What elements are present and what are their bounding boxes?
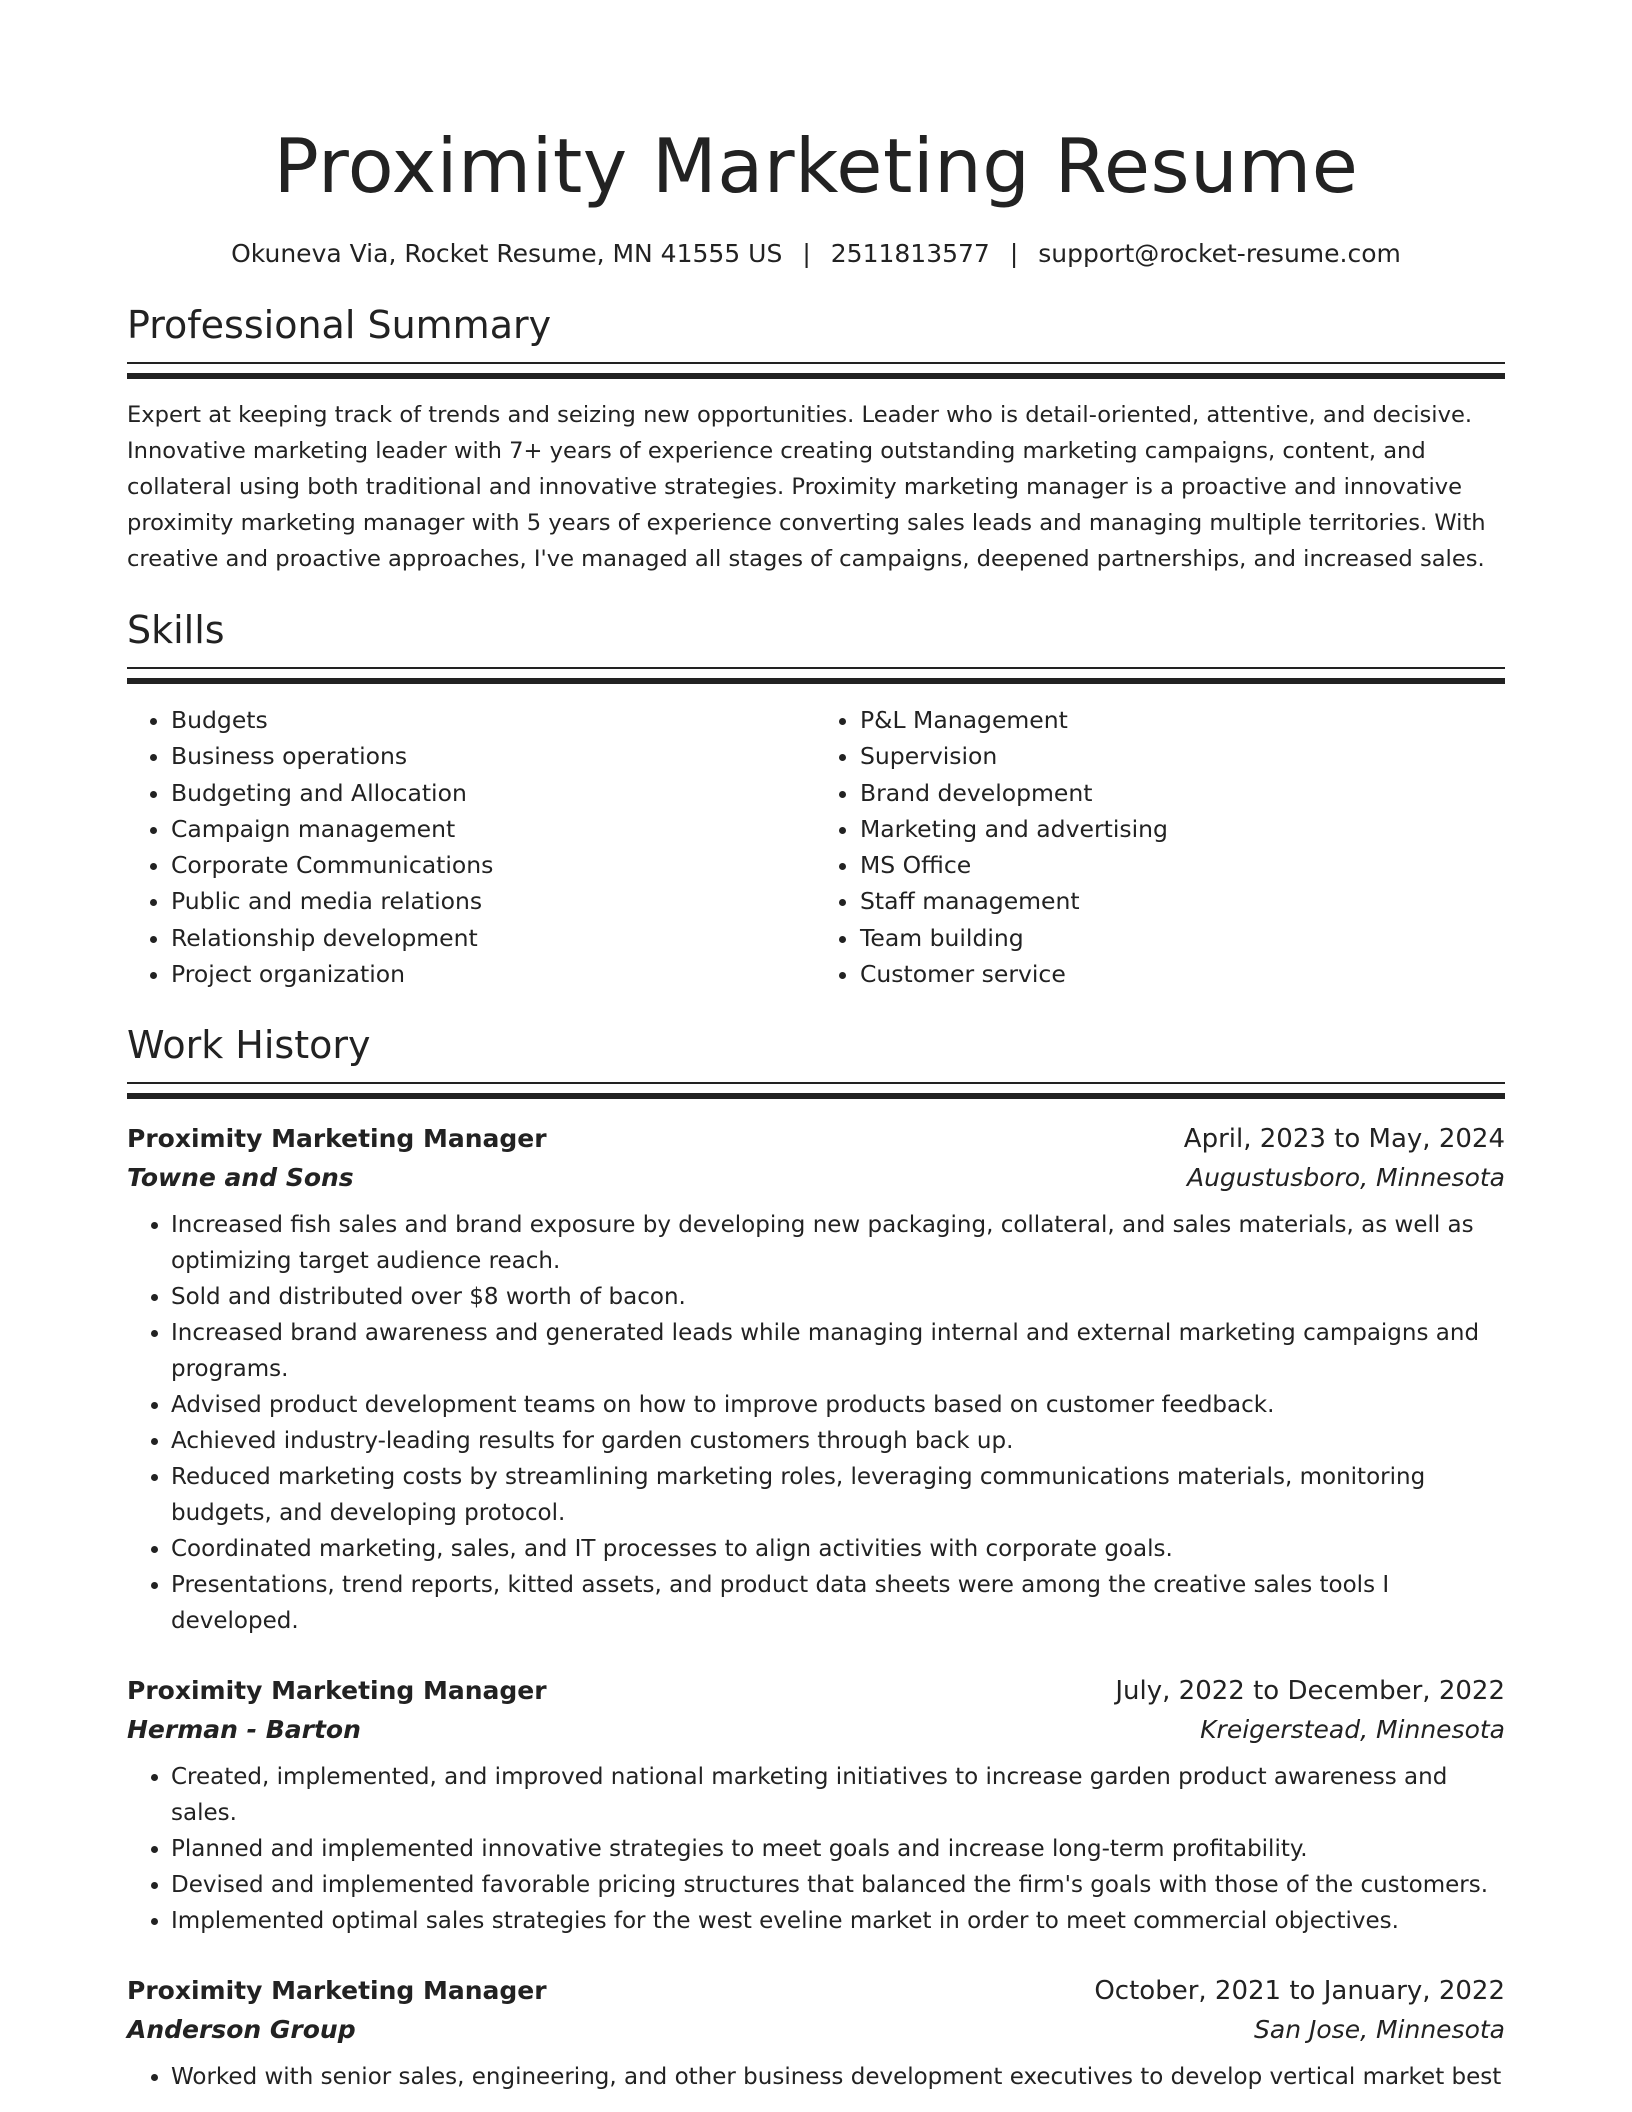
job-title: Proximity Marketing Manager bbox=[127, 1676, 547, 1706]
contact-address: Okuneva Via, Rocket Resume, MN 41555 US bbox=[231, 239, 783, 268]
skill-item: • Marketing and advertising bbox=[860, 811, 1505, 847]
contact-separator: | bbox=[802, 239, 811, 268]
skill-item: • Budgets bbox=[171, 702, 816, 738]
summary-text: Expert at keeping track of trends and seizing new opportunities. Leader who is detail-oriented, attentive, and decisive. Innovative marketing leader with 7+ years of experience creating outstanding marketing campaigns, content, and collateral using both traditional and innovative strategies. Proximity marketing manager is a proactive and innovative proximity marketing manager with 5 years of experience converting sales leads and managing multiple territories. With creative and proactive approaches, I've managed all stages of campaigns, deepened partnerships, and increased sales. bbox=[127, 402, 1486, 572]
job-subheader bbox=[127, 1159, 1505, 1197]
job-bullet: • Increased fish sales and brand exposure by developing new packaging, collateral, and sales materials, as well as optimizing target audience reach. bbox=[171, 1207, 1505, 1279]
job-dates: July, 2022 to December, 2022 bbox=[1115, 1676, 1505, 1707]
skill-item: • Campaign management bbox=[171, 811, 816, 847]
section-heading: Work History bbox=[127, 1023, 371, 1068]
resume-title: Proximity Marketing Resume bbox=[273, 122, 1359, 210]
job-bullet: • Created, implemented, and improved national marketing initiatives to increase garden product awareness and sales. bbox=[171, 1759, 1505, 1831]
job-bullets bbox=[127, 2059, 1505, 2095]
skills-list-left bbox=[127, 702, 816, 992]
job-bullet: • Planned and implemented innovative strategies to meet goals and increase long-term profitability. bbox=[171, 1831, 1505, 1867]
skill-item: • Budgeting and Allocation bbox=[171, 775, 816, 811]
job-bullet: • Coordinated marketing, sales, and IT processes to align activities with corporate goals. bbox=[171, 1531, 1505, 1567]
contact-phone: 2511813577 bbox=[830, 239, 990, 268]
job-location: San Jose, Minnesota bbox=[1254, 2015, 1505, 2045]
contact-line bbox=[127, 238, 1505, 270]
job-bullet: • Advised product development teams on how to improve products based on customer feedback. bbox=[171, 1387, 1505, 1423]
job-bullet: • Increased brand awareness and generated leads while managing internal and external marketing campaigns and programs. bbox=[171, 1315, 1505, 1387]
job-company: Towne and Sons bbox=[127, 1163, 354, 1193]
skill-item: • Staff management bbox=[860, 883, 1505, 919]
skill-item: • Brand development bbox=[860, 775, 1505, 811]
contact-separator: | bbox=[1009, 239, 1019, 268]
job-header bbox=[127, 1971, 1505, 2011]
section-divider bbox=[127, 667, 1505, 684]
job-bullet: • Sold and distributed over $8 worth of bacon. bbox=[171, 1279, 1505, 1315]
job-bullet: • Devised and implemented favorable pricing structures that balanced the firm's goals with those of the customers. bbox=[171, 1867, 1505, 1903]
job-bullet: • Implemented optimal sales strategies for the west eveline market in order to meet commercial objectives. bbox=[171, 1903, 1505, 1939]
job-entry bbox=[127, 1971, 1505, 2095]
job-bullet: • Achieved industry-leading results for garden customers through back up. bbox=[171, 1423, 1505, 1459]
skill-item: • P&L Management bbox=[860, 702, 1505, 738]
job-header bbox=[127, 1119, 1505, 1159]
work-section bbox=[127, 1020, 1505, 2095]
skill-item: • Relationship development bbox=[171, 920, 816, 956]
job-entry bbox=[127, 1119, 1505, 1639]
section-heading: Professional Summary bbox=[127, 303, 552, 347]
skill-item: • Team building bbox=[860, 920, 1505, 956]
summary-section bbox=[127, 300, 1505, 577]
skill-item: • Customer service bbox=[860, 956, 1505, 992]
contact-email[interactable]: support@rocket-resume.com bbox=[1038, 239, 1401, 268]
skill-item: • Supervision bbox=[860, 738, 1505, 774]
job-bullets bbox=[127, 1207, 1505, 1639]
skills-list-right bbox=[816, 702, 1505, 992]
skills-section bbox=[127, 605, 1505, 992]
section-divider bbox=[127, 1082, 1505, 1099]
job-bullet: • Worked with senior sales, engineering, and other business development executives to develop vertical market best bbox=[171, 2059, 1505, 2095]
job-bullets bbox=[127, 1759, 1505, 1939]
skill-item: • Public and media relations bbox=[171, 883, 816, 919]
job-title: Proximity Marketing Manager bbox=[127, 1124, 547, 1154]
skill-item: • Business operations bbox=[171, 738, 816, 774]
skill-item: • Corporate Communications bbox=[171, 847, 816, 883]
job-company: Herman - Barton bbox=[127, 1715, 361, 1745]
job-dates: October, 2021 to January, 2022 bbox=[1094, 1976, 1505, 2007]
job-dates: April, 2023 to May, 2024 bbox=[1183, 1124, 1505, 1155]
section-divider bbox=[127, 362, 1505, 379]
job-location: Kreigerstead, Minnesota bbox=[1200, 1715, 1505, 1745]
section-heading: Skills bbox=[127, 608, 225, 652]
job-subheader bbox=[127, 1711, 1505, 1749]
job-list bbox=[127, 1119, 1505, 2095]
job-header bbox=[127, 1671, 1505, 1711]
job-bullet: • Reduced marketing costs by streamlining marketing roles, leveraging communications materials, monitoring budgets, and developing protocol. bbox=[171, 1459, 1505, 1531]
skills-columns bbox=[127, 702, 1505, 992]
job-bullet: • Presentations, trend reports, kitted assets, and product data sheets were among the creative sales tools I developed. bbox=[171, 1567, 1505, 1639]
job-company: Anderson Group bbox=[127, 2015, 356, 2045]
job-title: Proximity Marketing Manager bbox=[127, 1976, 547, 2006]
job-entry bbox=[127, 1671, 1505, 1939]
job-location: Augustusboro, Minnesota bbox=[1186, 1163, 1505, 1193]
skill-item: • Project organization bbox=[171, 956, 816, 992]
job-subheader bbox=[127, 2011, 1505, 2049]
skill-item: • MS Office bbox=[860, 847, 1505, 883]
